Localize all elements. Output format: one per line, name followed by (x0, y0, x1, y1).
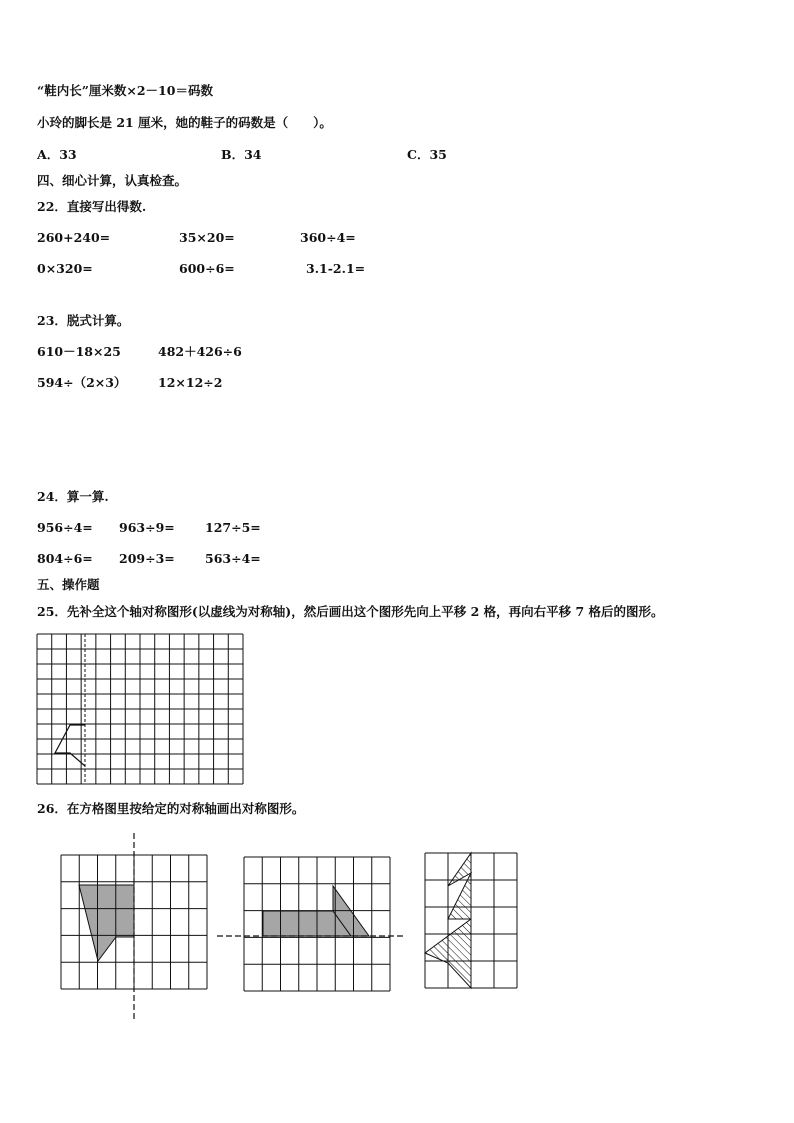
q24-title: 24．算一算. (37, 489, 109, 504)
shaded-shape (79, 885, 134, 961)
section4-title: 四、细心计算，认真检查。 (37, 173, 188, 188)
q26-figure-2 (217, 857, 403, 991)
q24-item: 127÷5= (205, 520, 261, 535)
q25-title: 25．先补全这个轴对称图形(以虚线为对称轴)，然后画出这个图形先向上平移 2 格，再向右平移 7 格后的图形。 (37, 604, 664, 619)
q22-item: 35×20= (179, 230, 235, 245)
q22-item: 0×320= (37, 261, 93, 276)
q23-item: 12×12÷2 (158, 375, 223, 390)
q23-item: 594÷（2×3） (37, 375, 127, 390)
q25-grid (37, 634, 243, 784)
shoe-question: 小玲的脚长是 21 厘米，她的鞋子的码数是（ ）。 (37, 115, 332, 130)
q24-item: 209÷3= (119, 551, 175, 566)
q23-title: 23．脱式计算。 (37, 313, 130, 328)
option-b: B．34 (221, 147, 262, 162)
option-a: A．33 (37, 147, 77, 162)
q24-item: 963÷9= (119, 520, 175, 535)
hatched-shape (448, 853, 471, 919)
q26-figure-3 (425, 853, 517, 988)
half-figure (55, 725, 85, 766)
q23-item: 610－18×25 (37, 344, 121, 359)
q22-title: 22．直接写出得数. (37, 199, 147, 214)
q23-item: 482＋426÷6 (158, 344, 242, 359)
q24-item: 956÷4= (37, 520, 93, 535)
option-c: C．35 (407, 147, 447, 162)
q24-item: 804÷6= (37, 551, 93, 566)
shoe-formula: “鞋内长”厘米数×2－10＝码数 (37, 83, 213, 98)
q22-item: 260+240= (37, 230, 111, 245)
q24-item: 563÷4= (205, 551, 261, 566)
q26-title: 26．在方格图里按给定的对称轴画出对称图形。 (37, 801, 305, 816)
q26-figure-1 (61, 855, 207, 1019)
q22-item: 600÷6= (179, 261, 235, 276)
section5-title: 五、操作题 (37, 577, 100, 592)
q22-item: 360÷4= (300, 230, 356, 245)
q22-item: 3.1-2.1= (306, 261, 366, 276)
